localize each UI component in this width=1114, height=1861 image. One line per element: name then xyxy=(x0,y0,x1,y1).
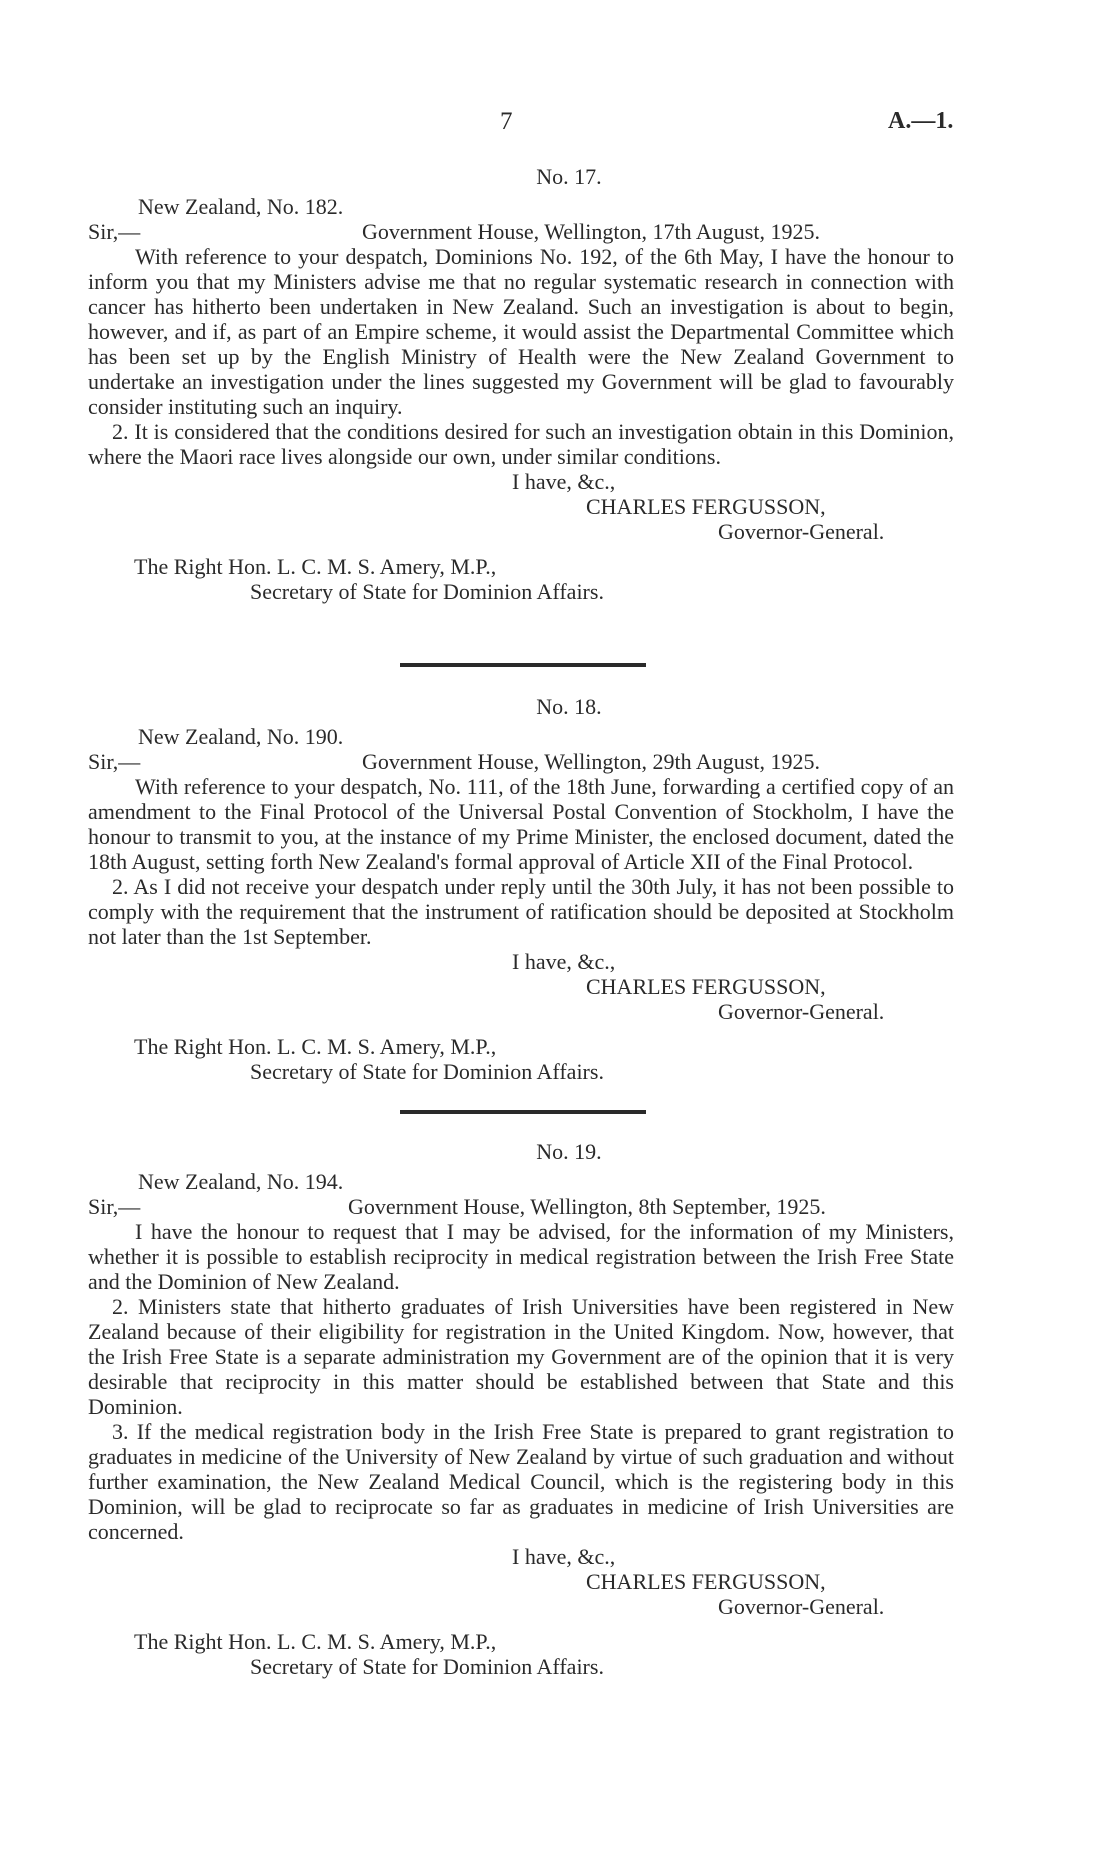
recipient: The Right Hon. L. C. M. S. Amery, M.P., xyxy=(134,1034,497,1059)
signatory-title: Governor-General. xyxy=(718,999,885,1024)
signatory: CHARLES FERGUSSON, xyxy=(586,494,826,519)
recipient-title: Secretary of State for Dominion Affairs. xyxy=(250,579,604,604)
closing: I have, &c., xyxy=(512,949,616,974)
salutation-line xyxy=(88,219,954,244)
signatory-title: Governor-General. xyxy=(718,519,885,544)
recipient: The Right Hon. L. C. M. S. Amery, M.P., xyxy=(134,1629,497,1654)
address-date: Government House, Wellington, 17th August, 1925. xyxy=(362,219,820,244)
paragraph: With reference to your despatch, Dominions No. 192, of the 6th May, I have the honour to inform you that my Ministers advise me that no regular systematic research in connection with cancer has hitherto been undertaken in New Zealand. Such an investigation is about to begin, however, and if, as part of an Empire scheme, it would assist the Departmental Committee which has been set up by the English Ministry of Health were the New Zealand Government to undertake an investigation under the lines suggested my Government will be glad to favourably consider instituting such an inquiry. xyxy=(88,244,954,419)
signatory-title: Governor-General. xyxy=(718,1594,885,1619)
recipient-title: Secretary of State for Dominion Affairs. xyxy=(250,1059,604,1084)
closing: I have, &c., xyxy=(512,469,616,494)
paragraph: 2. As I did not receive your despatch under reply until the 30th July, it has not been possible to comply with the requirement that the instrument of ratification should be deposited at Stockholm not later than the 1st September. xyxy=(88,874,954,949)
paragraph: I have the honour to request that I may be advised, for the information of my Ministers, whether it is possible to establish reciprocity in medical registration between the Irish Free State and the Dominion of New Zealand. xyxy=(88,1219,954,1294)
letter-18 xyxy=(88,694,954,1084)
salutation: Sir,— xyxy=(88,749,141,774)
letter-number: No. 17. xyxy=(536,164,602,189)
letter-serial: New Zealand, No. 194. xyxy=(138,1169,344,1194)
letter-number: No. 18. xyxy=(536,694,602,719)
section-divider xyxy=(400,1110,646,1114)
signatory: CHARLES FERGUSSON, xyxy=(586,974,826,999)
salutation-line xyxy=(88,749,954,774)
address-date: Government House, Wellington, 8th September, 1925. xyxy=(348,1194,826,1219)
paragraph: 3. If the medical registration body in the Irish Free State is prepared to grant registration to graduates in medicine of the University of New Zealand by virtue of such graduation and without further examination, the New Zealand Medical Council, which is the registering body in this Dominion, will be glad to reciprocate so far as graduates in medicine of Irish Universities are concerned. xyxy=(88,1419,954,1544)
letter-serial: New Zealand, No. 182. xyxy=(138,194,344,219)
letter-19 xyxy=(88,1139,954,1679)
page-reference: A.—1. xyxy=(888,108,954,134)
salutation-line xyxy=(88,1194,954,1219)
address-date: Government House, Wellington, 29th August, 1925. xyxy=(362,749,820,774)
letter-number: No. 19. xyxy=(536,1139,602,1164)
recipient: The Right Hon. L. C. M. S. Amery, M.P., xyxy=(134,554,497,579)
paragraph: With reference to your despatch, No. 111, of the 18th June, forwarding a certified copy of an amendment to the Final Protocol of the Universal Postal Convention of Stockholm, I have the honour to transmit to you, at the instance of my Prime Minister, the enclosed document, dated the 18th August, setting forth New Zealand's formal approval of Article XII of the Final Protocol. xyxy=(88,774,954,874)
page-number: 7 xyxy=(500,108,513,135)
salutation: Sir,— xyxy=(88,219,141,244)
paragraph: 2. Ministers state that hitherto graduates of Irish Universities have been registered in New Zealand because of their eligibility for registration in the United Kingdom. Now, however, that the Irish Free State is a separate administration my Government are of the opinion that it is very desirable that reciprocity in this matter should be established between that State and this Dominion. xyxy=(88,1294,954,1419)
salutation: Sir,— xyxy=(88,1194,141,1219)
letter-17 xyxy=(88,164,954,604)
signatory: CHARLES FERGUSSON, xyxy=(586,1569,826,1594)
paragraph: 2. It is considered that the conditions desired for such an investigation obtain in this Dominion, where the Maori race lives alongside our own, under similar conditions. xyxy=(88,419,954,469)
section-divider xyxy=(400,663,646,667)
letter-serial: New Zealand, No. 190. xyxy=(138,724,344,749)
closing: I have, &c., xyxy=(512,1544,616,1569)
recipient-title: Secretary of State for Dominion Affairs. xyxy=(250,1654,604,1679)
